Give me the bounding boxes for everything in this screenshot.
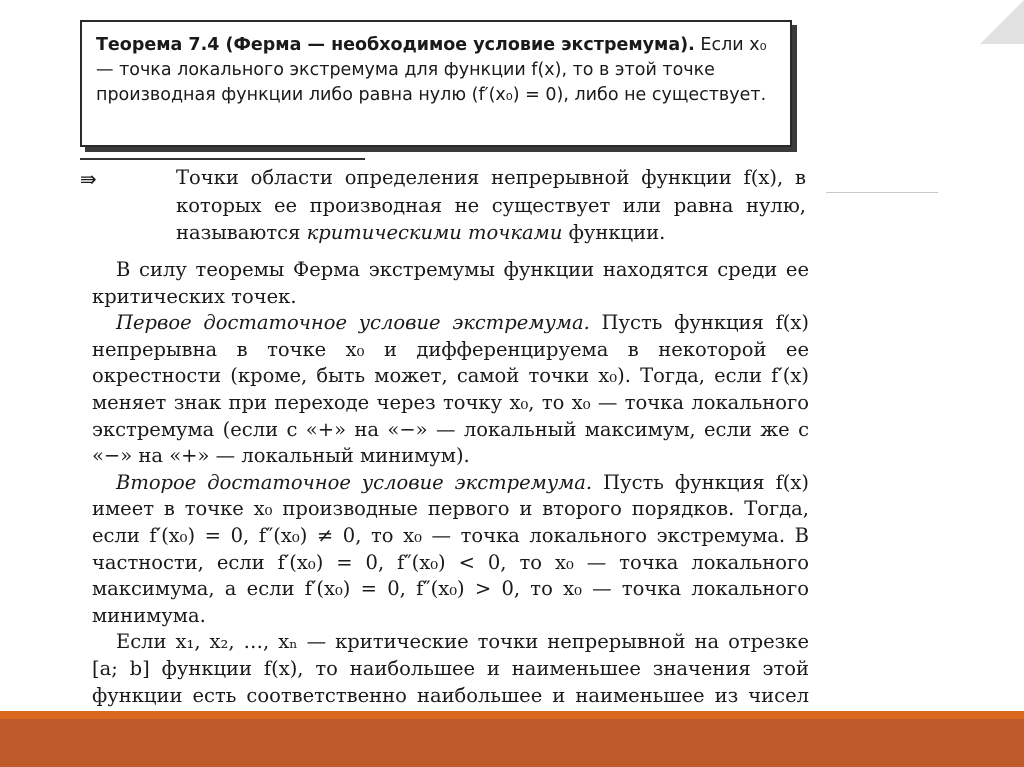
footer-band-top	[0, 711, 1024, 719]
theorem-heading: Теорема 7.4 (Ферма — необходимое условие экстремума).	[96, 35, 695, 55]
slide-corner-decoration	[980, 0, 1024, 44]
first-condition-title: Первое достаточное условие экстремума.	[116, 311, 590, 335]
paragraph-fermat: В силу теоремы Ферма экстремумы функции находятся среди ее критических точек.	[92, 258, 809, 308]
definition-text: Точки области определения непрерывной функции f(x), в которых ее производная не существует или равна нулю, называются	[176, 166, 806, 244]
footer-band	[0, 719, 1024, 767]
paragraph-first-condition	[92, 310, 809, 470]
theorem-text: Если x₀ — точка локального экстремума для функции f(x), то в этой точке производная функции либо равна нулю (f′(x₀) = 0), либо не существует.	[96, 35, 767, 105]
theorem-box	[80, 20, 792, 147]
definition-term: критическими точками	[306, 221, 563, 244]
second-condition-text: Пусть функция f(x) имеет в точке x₀ производные первого и второго порядков. Тогда, если f′(x₀) = 0, f″(x₀) ≠ 0, то x₀ — точка локального экстремума. В частности, если f′(x₀) = 0, f″(x₀) < 0, то x₀ — точка локального максимума, а если f′(x₀) = 0, f″(x₀) > 0, то x₀ — точка локального минимума.	[92, 470, 809, 627]
second-condition-title: Второе достаточное условие экстремума.	[116, 470, 593, 494]
first-condition-text: Пусть функция f(x) непрерывна в точке x₀ и дифференцируема в некоторой ее окрестности (кроме, быть может, самой точки x₀). Тогда, если f′(x) меняет знак при переходе через точку x₀, то x₀ — точка локального экстремума (если с «+» на «−» — локальный максимум, если же с «−» на «+» — локальный минимум).	[92, 311, 810, 468]
definition-text-end: функции.	[568, 221, 666, 244]
paragraph-second-condition	[92, 470, 809, 630]
paragraph-min-max: Если x₁, x₂, …, xₙ — критические точки непрерывной на отрезке [a; b] функции f(x), то наибольшее и наименьшее значения этой функции есть соответственно наибольшее и наименьшее из чисел	[92, 630, 809, 707]
body-text	[92, 257, 809, 736]
slide-side-line	[826, 192, 938, 193]
definition-arrow-icon: ⇛	[80, 167, 97, 191]
definition-block	[176, 164, 806, 247]
section-divider	[80, 158, 365, 160]
